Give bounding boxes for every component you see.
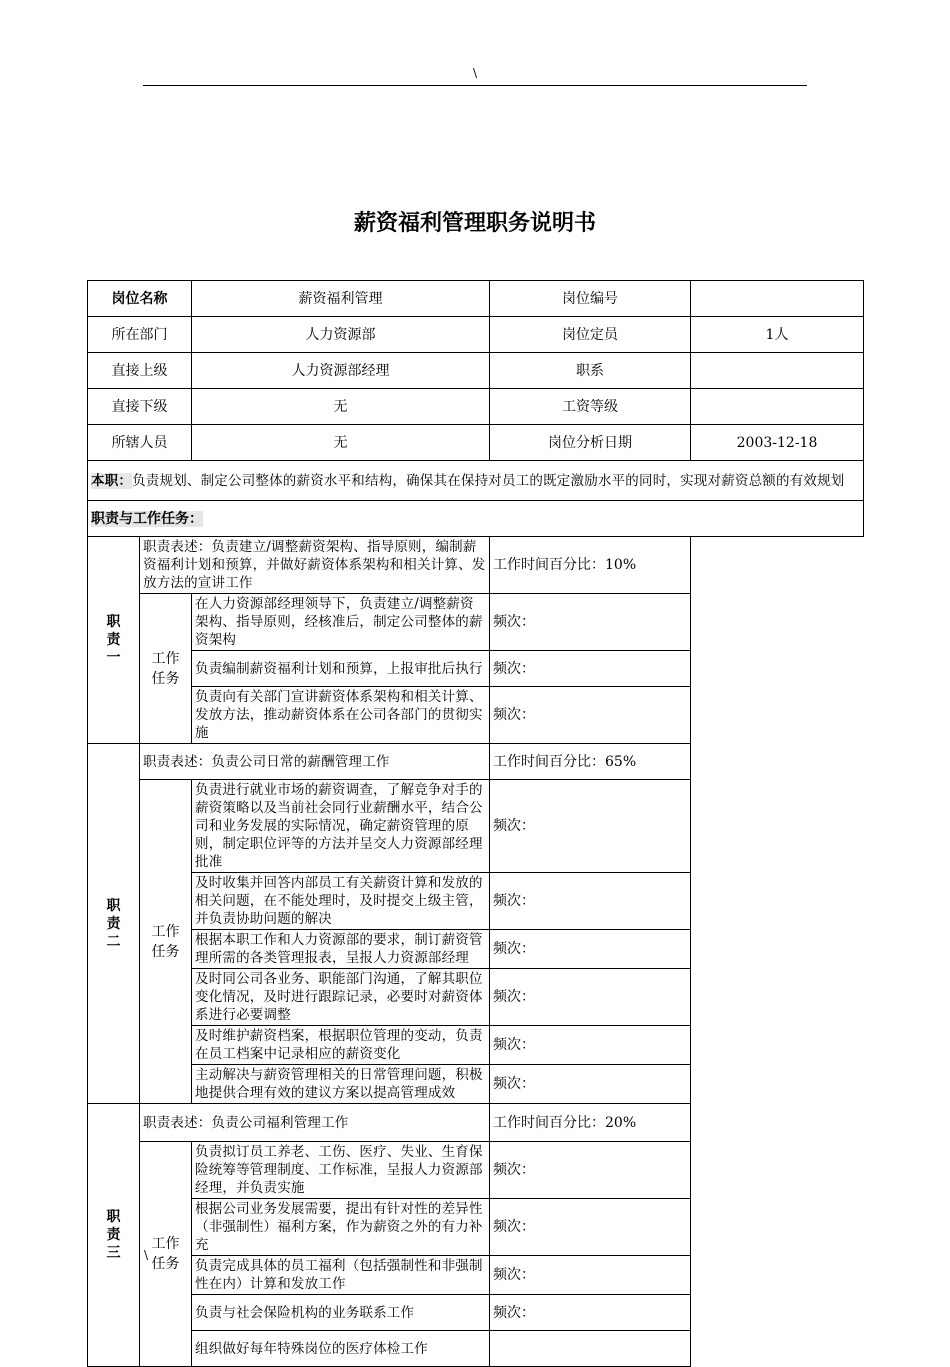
task-label: 工作任务 (140, 594, 192, 744)
task-row (88, 687, 864, 744)
task-text: 及时同公司各业务、职能部门沟通，了解其职位变化情况，及时进行跟踪记录，必要时对薪资体系进行必要调整 (192, 969, 490, 1026)
task-frequency: 频次： (490, 969, 691, 1026)
task-frequency: 频次： (490, 651, 691, 687)
task-text: 根据公司业务发展需要，提出有针对性的差异性（非强制性）福利方案，作为薪资之外的有力补充 (192, 1199, 490, 1256)
header-mark: \ (472, 66, 478, 80)
info-row (88, 425, 864, 461)
task-row (88, 873, 864, 930)
task-row (88, 930, 864, 969)
task-row (88, 1026, 864, 1065)
duty-label: 职责二 (88, 744, 140, 1104)
task-text: 根据本职工作和人力资源部的要求，制订薪资管理所需的各类管理报表，呈报人力资源部经理 (192, 930, 490, 969)
task-text: 主动解决与薪资管理相关的日常管理问题，积极地提供合理有效的建议方案以提高管理成效 (192, 1065, 490, 1104)
duty-statement: 职责表述：负责建立/调整薪资架构、指导原则，编制薪资福利计划和预算，并做好薪资体系架构和相关计算、发放方法的宣讲工作 (140, 537, 490, 594)
info-label: 岗位名称 (88, 281, 192, 317)
task-frequency: 频次： (490, 687, 691, 744)
duties-heading-row (88, 501, 864, 537)
duty-statement-row (88, 1104, 864, 1142)
duty-statement: 职责表述：负责公司日常的薪酬管理工作 (140, 744, 490, 780)
duty-statement-row (88, 744, 864, 780)
task-row (88, 969, 864, 1026)
info-row (88, 281, 864, 317)
info-value: 人力资源部经理 (192, 353, 490, 389)
task-text: 负责向有关部门宣讲薪资体系架构和相关计算、发放方法，推动薪资体系在公司各部门的贯彻实施 (192, 687, 490, 744)
task-text: 负责拟订员工养老、工伤、医疗、失业、生育保险统筹等管理制度、工作标准，呈报人力资源部经理，并负责实施 (192, 1142, 490, 1199)
task-frequency: 频次： (490, 1142, 691, 1199)
info-label: 工资等级 (490, 389, 691, 425)
task-label: 工作任务 (140, 780, 192, 1104)
task-text: 负责进行就业市场的薪资调查，了解竞争对手的薪资策略以及当前社会同行业薪酬水平，结合公司和业务发展的实际情况，确定薪资管理的原则，制定职位评等的方法并呈交人力资源部经理批准 (192, 780, 490, 873)
info-value: 1人 (691, 317, 864, 353)
info-label: 职系 (490, 353, 691, 389)
task-frequency: 频次： (490, 1256, 691, 1295)
task-row (88, 1199, 864, 1256)
info-value (691, 353, 864, 389)
task-row (88, 1331, 864, 1367)
task-text: 及时收集并回答内部员工有关薪资计算和发放的相关问题，在不能处理时，及时提交上级主管，并负责协助问题的解决 (192, 873, 490, 930)
task-frequency (490, 1331, 691, 1367)
duty-percent: 工作时间百分比：65% (490, 744, 691, 780)
duty-percent: 工作时间百分比：20% (490, 1104, 691, 1142)
job-description-table (87, 280, 864, 1367)
info-value: 2003-12-18 (691, 425, 864, 461)
info-value: 无 (192, 389, 490, 425)
info-value: 薪资福利管理 (192, 281, 490, 317)
task-row (88, 1065, 864, 1104)
task-text: 负责与社会保险机构的业务联系工作 (192, 1295, 490, 1331)
info-label: 岗位分析日期 (490, 425, 691, 461)
task-row (88, 651, 864, 687)
info-row (88, 317, 864, 353)
task-row (88, 1142, 864, 1199)
task-text: 负责编制薪资福利计划和预算，上报审批后执行 (192, 651, 490, 687)
document-title: 薪资福利管理职务说明书 (353, 211, 596, 236)
duty-label: 职责一 (88, 537, 140, 744)
task-frequency: 频次： (490, 930, 691, 969)
task-text: 在人力资源部经理领导下，负责建立/调整薪资架构、指导原则，经核准后，制定公司整体的薪资架构 (192, 594, 490, 651)
task-frequency: 频次： (490, 780, 691, 873)
duty-statement: 职责表述：负责公司福利管理工作 (140, 1104, 490, 1142)
info-value (691, 281, 864, 317)
info-row (88, 389, 864, 425)
duties-heading: 职责与工作任务： (91, 510, 203, 527)
task-text: 及时维护薪资档案，根据职位管理的变动，负责在员工档案中记录相应的薪资变化 (192, 1026, 490, 1065)
info-label: 所在部门 (88, 317, 192, 353)
task-label: 工作任务 (140, 1142, 192, 1367)
footer-mark: \ (144, 1248, 149, 1262)
header-rule (143, 85, 807, 86)
task-frequency: 频次： (490, 873, 691, 930)
info-value: 人力资源部 (192, 317, 490, 353)
info-label: 所辖人员 (88, 425, 192, 461)
summary-text: 负责规划、制定公司整体的薪资水平和结构，确保其在保持对员工的既定激励水平的同时，实现对薪资总额的有效规划 (132, 472, 845, 489)
task-frequency: 频次： (490, 1065, 691, 1104)
info-value (691, 389, 864, 425)
duty-label: 职责三 (88, 1104, 140, 1367)
task-frequency: 频次： (490, 594, 691, 651)
duty-percent: 工作时间百分比：10% (490, 537, 691, 594)
info-label: 岗位定员 (490, 317, 691, 353)
task-text: 负责完成具体的员工福利（包括强制性和非强制性在内）计算和发放工作 (192, 1256, 490, 1295)
task-row (88, 780, 864, 873)
task-frequency: 频次： (490, 1295, 691, 1331)
task-frequency: 频次： (490, 1026, 691, 1065)
summary-label: 本职： (91, 472, 133, 489)
info-value: 无 (192, 425, 490, 461)
task-frequency: 频次： (490, 1199, 691, 1256)
task-row (88, 1256, 864, 1295)
info-row (88, 353, 864, 389)
task-text: 组织做好每年特殊岗位的医疗体检工作 (192, 1331, 490, 1367)
info-label: 直接上级 (88, 353, 192, 389)
task-row (88, 1295, 864, 1331)
task-row (88, 594, 864, 651)
duty-statement-row (88, 537, 864, 594)
info-label: 岗位编号 (490, 281, 691, 317)
summary-row (88, 461, 864, 501)
info-label: 直接下级 (88, 389, 192, 425)
